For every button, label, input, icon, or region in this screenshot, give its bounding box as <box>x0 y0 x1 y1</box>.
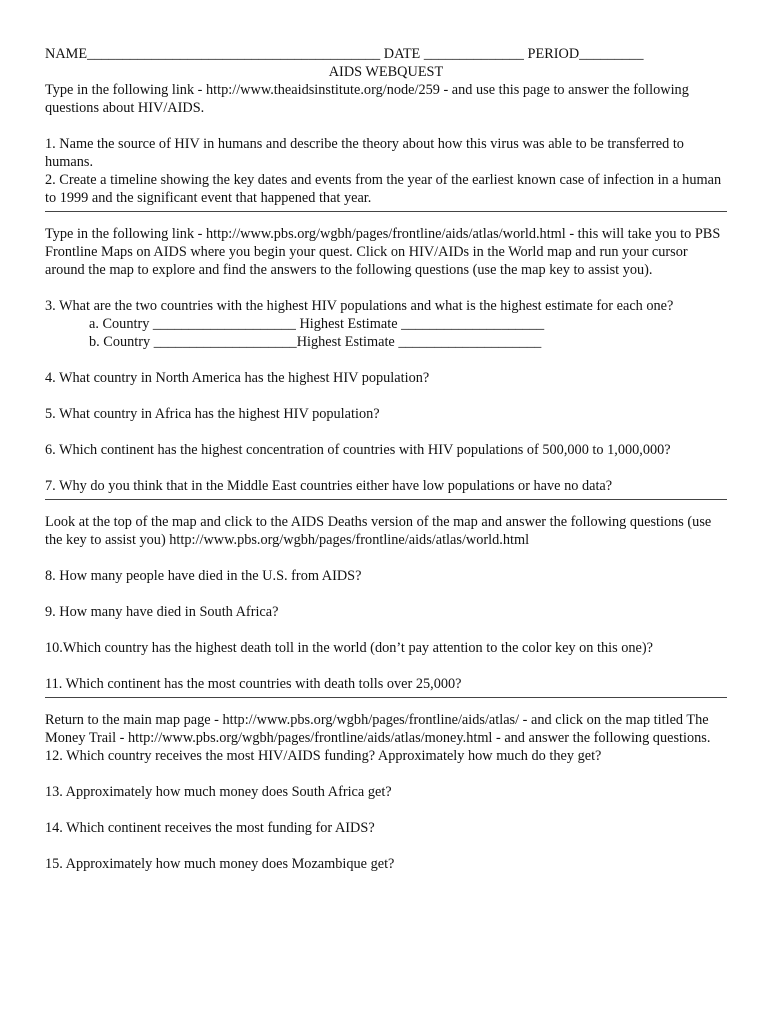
question-14: 14. Which continent receives the most funding for AIDS? <box>45 820 375 836</box>
question-15: 15. Approximately how much money does Mozambique get? <box>45 856 395 872</box>
question-4: 4. What country in North America has the highest HIV population? <box>45 370 430 386</box>
question-12: 12. Which country receives the most HIV/AIDS funding? Approximately how much do they get? <box>45 748 602 764</box>
section2-instructions: Type in the following link - http://www.pbs.org/wgbh/pages/frontline/aids/atlas/world.html - this will take you to PBS Frontline Maps on AIDS where you begin your quest. Click on HIV/AIDs in the World map and run your cursor around the map to explore and find the answers to the following questions (use the map key to assist you). <box>45 226 721 278</box>
question-9: 9. How many have died in South Africa? <box>45 604 279 620</box>
section-divider <box>45 499 727 500</box>
question-3: 3. What are the two countries with the highest HIV populations and what is the highest estimate for each one? <box>45 298 674 314</box>
question-11: 11. Which continent has the most countries with death tolls over 25,000? <box>45 676 462 692</box>
question-2: 2. Create a timeline showing the key dates and events from the year of the earliest known case of infection in a human to 1999 and the significant event that happened that year. <box>45 172 722 206</box>
question-3a: a. Country ____________________ Highest Estimate ____________________ <box>89 316 545 332</box>
name-date-period-line: NAME_________________________________________ DATE ______________ PERIOD_________ <box>45 46 644 62</box>
section-divider <box>45 697 727 698</box>
question-3b: b. Country ____________________Highest Estimate ____________________ <box>89 334 542 350</box>
worksheet-page <box>45 45 727 873</box>
question-1: 1. Name the source of HIV in humans and describe the theory about how this virus was able to be transferred to humans. <box>45 136 684 170</box>
section-divider <box>45 211 727 212</box>
worksheet-title: AIDS WEBQUEST <box>328 64 444 80</box>
question-8: 8. How many people have died in the U.S. from AIDS? <box>45 568 362 584</box>
question-7: 7. Why do you think that in the Middle East countries either have low populations or have no data? <box>45 478 613 494</box>
section1-instructions: Type in the following link - http://www.theaidsinstitute.org/node/259 - and use this page to answer the following questions about HIV/AIDS. <box>45 82 689 116</box>
question-13: 13. Approximately how much money does South Africa get? <box>45 784 392 800</box>
section3-instructions: Look at the top of the map and click to the AIDS Deaths version of the map and answer the following questions (use the key to assist you) http://www.pbs.org/wgbh/pages/frontline/aids/atlas/world.html <box>45 514 712 548</box>
section4-instructions: Return to the main map page - http://www.pbs.org/wgbh/pages/frontline/aids/atlas/ - and click on the map titled The Money Trail - http://www.pbs.org/wgbh/pages/frontline/aids/atlas/money.html - and answer the following questions. <box>45 712 711 746</box>
question-10: 10.Which country has the highest death toll in the world (don’t pay attention to the color key on this one)? <box>45 640 654 656</box>
question-6: 6. Which continent has the highest concentration of countries with HIV populations of 500,000 to 1,000,000? <box>45 442 671 458</box>
question-5: 5. What country in Africa has the highest HIV population? <box>45 406 380 422</box>
